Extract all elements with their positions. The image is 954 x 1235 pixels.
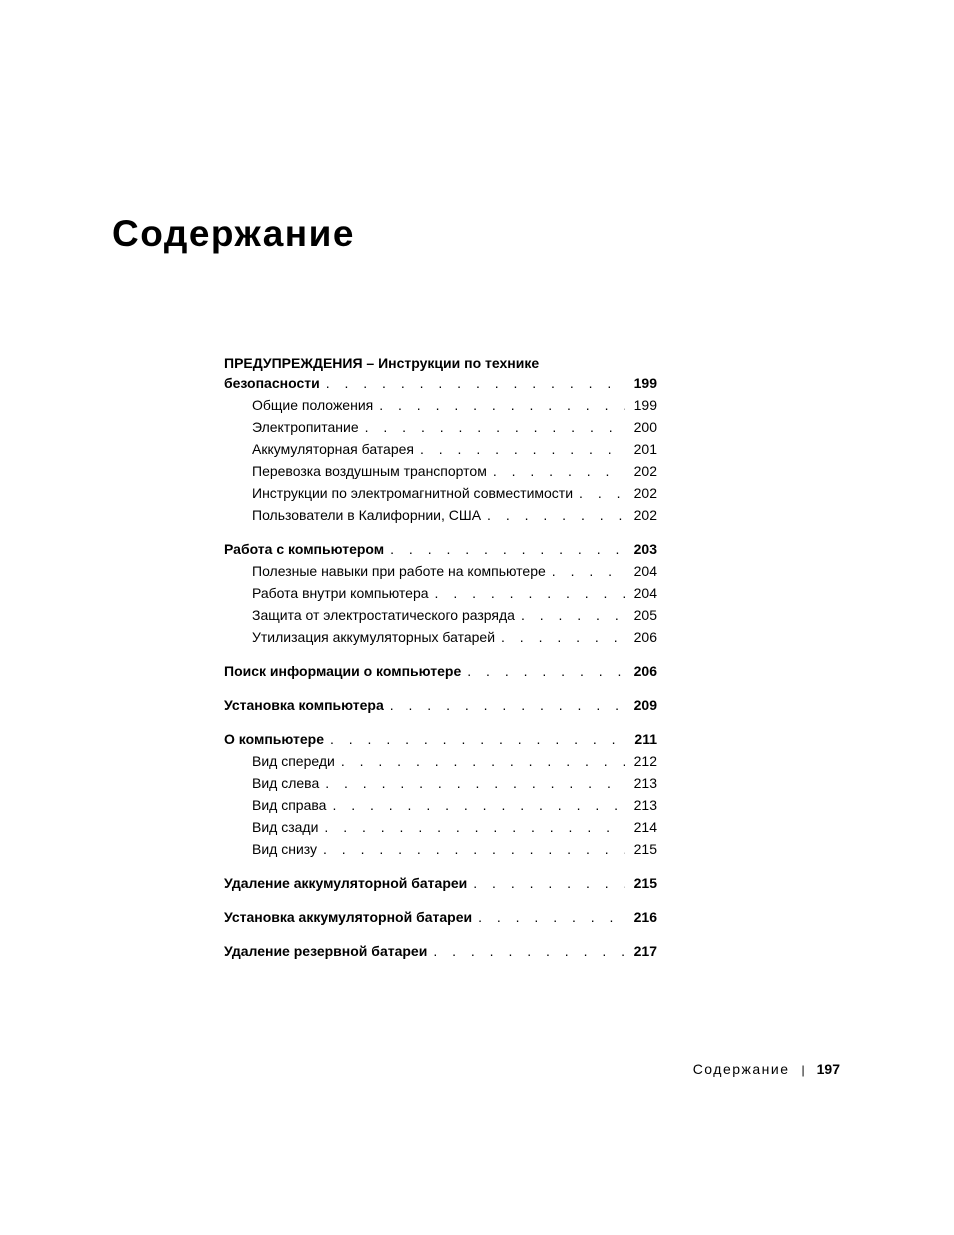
dot-leader (390, 694, 625, 716)
footer-page-number: 197 (816, 1061, 840, 1077)
dot-leader (521, 604, 625, 626)
toc-section-about (224, 728, 657, 860)
dot-leader (478, 906, 625, 928)
table-of-contents (224, 355, 657, 974)
toc-entry-page: 204 (633, 585, 657, 601)
toc-entry-label: Пользователи в Калифорнии, США (252, 507, 482, 523)
dot-leader (390, 538, 625, 560)
toc-entry-page: 200 (633, 419, 657, 435)
toc-entry-label: Работа с компьютером (224, 541, 385, 557)
dot-leader (323, 838, 625, 860)
dot-leader (324, 816, 625, 838)
toc-entry-page: 201 (633, 441, 657, 457)
dot-leader (433, 940, 625, 962)
dot-leader (420, 438, 625, 460)
dot-leader (552, 560, 625, 582)
toc-entry-label: Перевозка воздушным транспортом (252, 463, 487, 479)
toc-section-backup-battery (224, 940, 657, 962)
toc-entry-main[interactable] (224, 940, 657, 962)
dot-leader (326, 372, 625, 394)
toc-entry-page: 203 (633, 541, 657, 557)
toc-entry-sub[interactable] (224, 838, 657, 860)
toc-section-working (224, 538, 657, 648)
toc-entry-label: Вид снизу (252, 841, 318, 857)
toc-entry-main[interactable] (224, 538, 657, 560)
toc-section-info (224, 660, 657, 682)
toc-section-safety (224, 355, 657, 526)
dot-leader (493, 460, 625, 482)
dot-leader (579, 482, 625, 504)
toc-entry-label: Общие положения (252, 397, 374, 413)
toc-entry-page: 199 (633, 375, 657, 391)
toc-entry-label: ПРЕДУПРЕЖДЕНИЯ – Инструкции по технике (224, 355, 540, 371)
toc-entry-page: 204 (633, 563, 657, 579)
toc-entry-label-continued: безопасности (224, 375, 320, 391)
toc-entry-page: 217 (633, 943, 657, 959)
dot-leader (325, 772, 625, 794)
toc-entry-sub[interactable] (224, 816, 657, 838)
toc-entry-page: 212 (633, 753, 657, 769)
toc-entry-page: 205 (633, 607, 657, 623)
toc-entry-label: Утилизация аккумуляторных батарей (252, 629, 496, 645)
toc-entry-main[interactable] (224, 872, 657, 894)
footer-section-title: Содержание (692, 1061, 790, 1077)
toc-entry-page: 206 (633, 663, 657, 679)
dot-leader (473, 872, 625, 894)
toc-entry-label: Электропитание (252, 419, 359, 435)
toc-entry-page: 211 (634, 731, 657, 747)
toc-entry-sub[interactable] (224, 582, 657, 604)
toc-entry-label: Вид справа (252, 797, 327, 813)
toc-entry-label: Защита от электростатического разряда (252, 607, 515, 623)
toc-entry-page: 214 (633, 819, 657, 835)
toc-entry-page: 202 (633, 485, 657, 501)
toc-entry-sub[interactable] (224, 394, 657, 416)
toc-entry-sub[interactable] (224, 560, 657, 582)
toc-section-setup (224, 694, 657, 716)
toc-entry-label: Вид сзади (252, 819, 319, 835)
toc-entry-sub[interactable] (224, 460, 657, 482)
toc-entry-sub[interactable] (224, 750, 657, 772)
toc-entry-sub[interactable] (224, 504, 657, 526)
dot-leader (467, 660, 625, 682)
toc-entry-label: Удаление резервной батареи (224, 943, 428, 959)
toc-entry-main[interactable] (224, 906, 657, 928)
toc-entry-page: 215 (633, 875, 657, 891)
toc-entry-main[interactable] (224, 660, 657, 682)
toc-entry-sub[interactable] (224, 416, 657, 438)
toc-entry-page: 199 (633, 397, 657, 413)
toc-entry-label: Установка аккумуляторной батареи (224, 909, 473, 925)
toc-entry-sub[interactable] (224, 772, 657, 794)
toc-entry-label: Работа внутри компьютера (252, 585, 429, 601)
toc-entry-page: 215 (633, 841, 657, 857)
toc-entry-label: О компьютере (224, 731, 324, 747)
toc-entry-label: Вид слева (252, 775, 320, 791)
toc-section-battery-removal (224, 872, 657, 894)
toc-entry-page: 206 (633, 629, 657, 645)
toc-entry-page: 209 (633, 697, 657, 713)
toc-entry-sub[interactable] (224, 604, 657, 626)
toc-entry-page: 213 (633, 797, 657, 813)
toc-entry-label: Вид спереди (252, 753, 335, 769)
toc-section-battery-install (224, 906, 657, 928)
dot-leader (341, 750, 625, 772)
toc-entry-label: Установка компьютера (224, 697, 384, 713)
dot-leader (330, 728, 625, 750)
toc-entry-main[interactable] (224, 728, 657, 750)
dot-leader (379, 394, 625, 416)
toc-entry-main[interactable] (224, 355, 657, 394)
footer-separator: | (801, 1063, 805, 1077)
toc-entry-label: Инструкции по электромагнитной совместимости (252, 485, 574, 501)
toc-entry-label: Полезные навыки при работе на компьютере (252, 563, 546, 579)
dot-leader (332, 794, 625, 816)
page-footer (693, 1061, 840, 1077)
dot-leader (365, 416, 625, 438)
dot-leader (487, 504, 625, 526)
toc-entry-sub[interactable] (224, 794, 657, 816)
toc-entry-label: Поиск информации о компьютере (224, 663, 462, 679)
toc-entry-page: 216 (633, 909, 657, 925)
toc-entry-label: Удаление аккумуляторной батареи (224, 875, 468, 891)
toc-entry-label: Аккумуляторная батарея (252, 441, 414, 457)
toc-entry-sub[interactable] (224, 626, 657, 648)
toc-entry-main[interactable] (224, 694, 657, 716)
toc-entry-page: 202 (633, 507, 657, 523)
page-title: Содержание (112, 213, 355, 254)
toc-entry-page: 202 (633, 463, 657, 479)
toc-entry-sub[interactable] (224, 438, 657, 460)
dot-leader (435, 582, 625, 604)
dot-leader (501, 626, 625, 648)
toc-entry-sub[interactable] (224, 482, 657, 504)
toc-entry-page: 213 (633, 775, 657, 791)
